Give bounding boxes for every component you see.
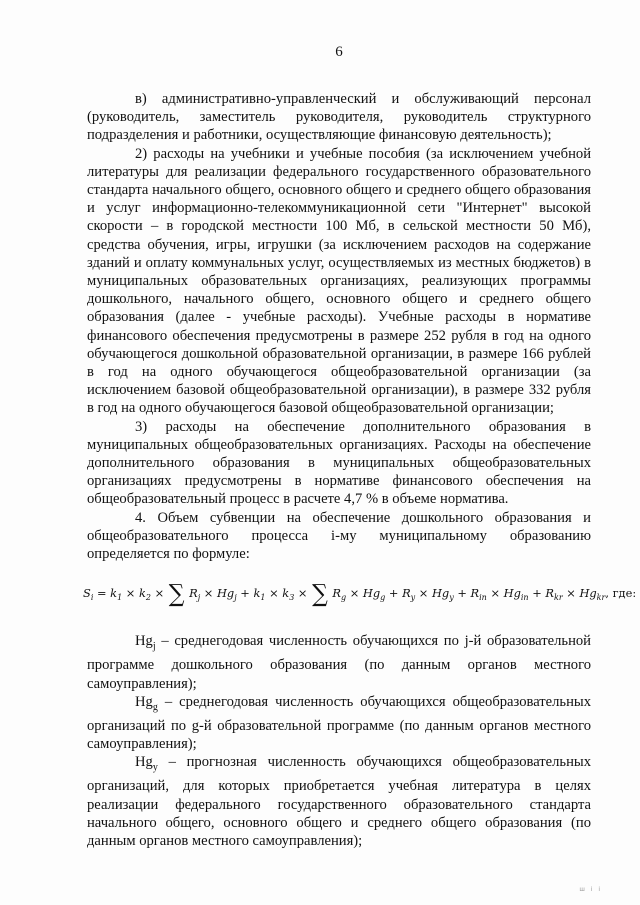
scan-footer-mark: ш і і [579,886,602,893]
paragraph-additional-education: 3) расходы на обеспечение дополнительного образования в муниципальных общеобразовательных организациях. Расходы на обеспечение дополнительного образования в муниципальных общеобразовательных организациях предусмотрены в нормативе финансового обеспечения на общеобразовательный процесс в расчете 4,7 % в объеме норматива. [87,418,591,508]
subvention-formula: $S_i = k_1 \times k_2$ × ∑ $R_j \times Hg_j + k_1 \times k_3$ × ∑ $R_g \times Hg_g + R_y \times Hg_y + R_{in} \times Hg_{in} + R_{kr} \times Hg_{kr}$, где: [83,576,591,610]
paragraph-subvention-intro: 4. Объем субвенции на обеспечение дошкольного образования и общеобразовательного процесса i-му муниципальному образованию определяется по формуле: [87,509,591,563]
sum-symbol-1: ∑ [168,580,185,609]
page-number: 6 [335,44,343,60]
definition-hgg: $Hg_g$ – среднегодовая численность обучающихся общеобразовательных организаций по g-й образовательной программе (по данным органов местного самоуправления); [87,693,591,753]
definition-hgy: $Hg_y$ – прогнозная численность обучающихся общеобразовательных организаций, для которых приобретается учебная литература в целях реализации федерального государственного образовательного стандарта начального общего, основного общего и среднего общего образования (по данным органов местного самоуправления); [87,754,591,850]
paragraph-education-expenses: 2) расходы на учебники и учебные пособия (за исключением учебной литературы для реализации федерального государственного образовательного стандарта начального общего, основного общего и среднего общего образования и услуг информационно-телекоммуникационной сети "Интернет" высокой скорости – в городской местности 100 Мб, в сельской местности 50 Мб), средства обучения, игры, игрушки (за исключением расходов на содержание зданий и оплату коммунальных услуг, осуществляемых из местных бюджетов) в муниципальных образовательных организациях, реализующих программы дошкольного, начального общего, основного общего и среднего общего образования (далее - учебные расходы). Учебные расходы в нормативе финансового обеспечения предусмотрены в размере 252 рубля в год на одного обучающегося дошкольной образовательной организации, в размере 166 рублей в год на одного обучающегося общеобразовательной организации (за исключением базовой общеобразовательной организации), в размере 332 рубля в год на одного обучающегося базовой общеобразовательной организации; [87,145,591,417]
paragraph-staff: в) административно-управленческий и обслуживающий персонал (руководитель, заместитель руководителя, руководитель структурного подразделения и работники, осуществляющие финансовую деятельность); [87,91,591,144]
definition-hgj: $Hg_j$ – среднегодовая численность обучающихся по j-й образовательной программе дошкольного образования (по данным органов местного самоуправления); [87,633,591,692]
sum-symbol-2: ∑ [312,580,328,609]
